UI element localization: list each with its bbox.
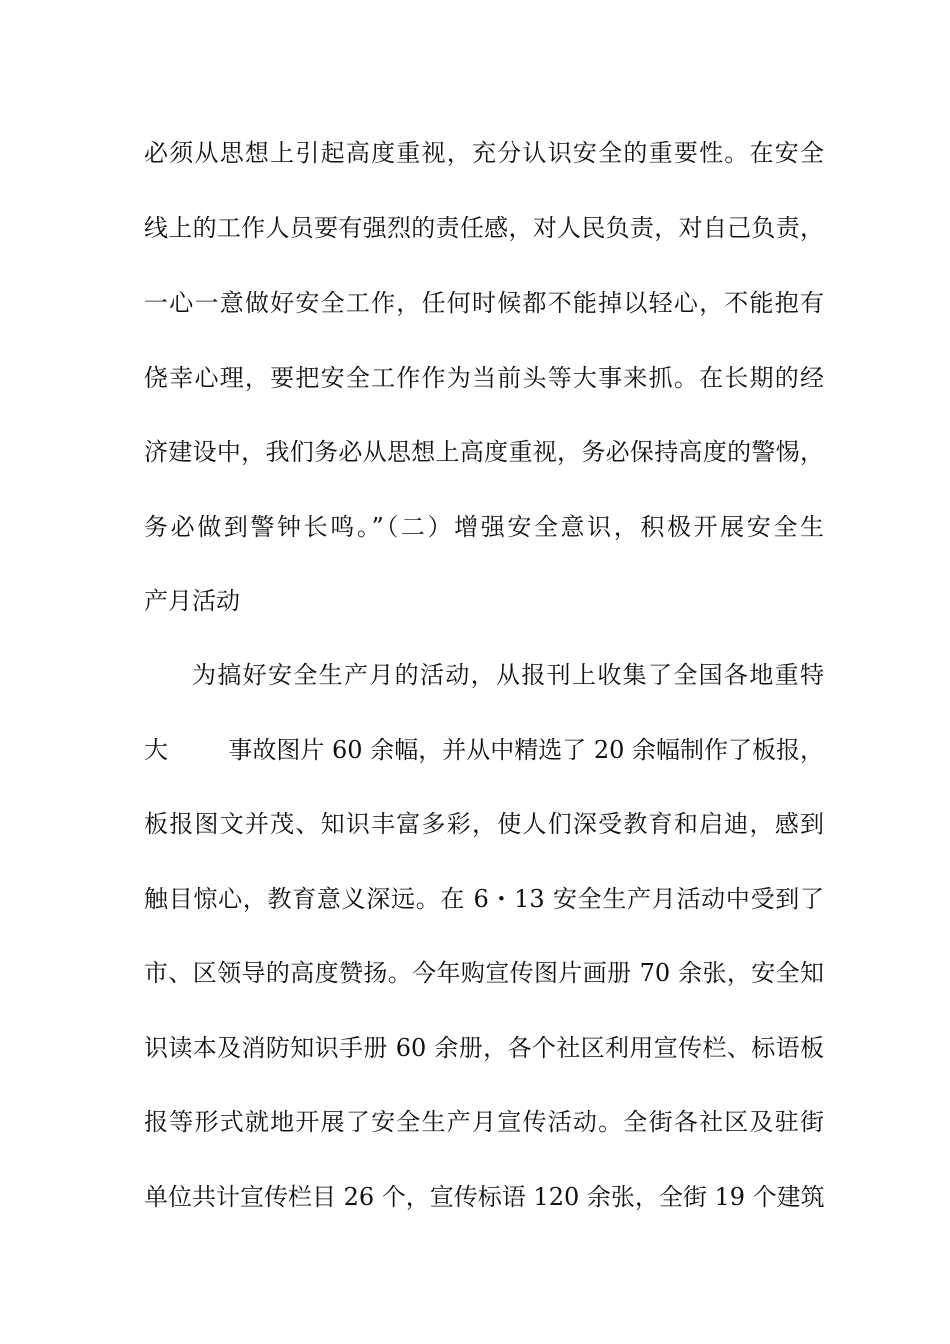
text-line: 板报图文并茂、知识丰富多彩，使人们深受教育和启迪，感到 — [144, 810, 824, 838]
text-line: 报等形式就地开展了安全生产月宣传活动。全街各社区及驻街 — [144, 1108, 824, 1136]
text-line: 市、区领导的高度赞扬。今年购宣传图片画册 70 余张，安全知 — [144, 959, 824, 987]
text-line: 产月活动 — [144, 587, 240, 615]
text-fragment: 事故图片 60 余幅，并从中精选了 20 余幅制作了板报， — [228, 736, 824, 764]
text-fragment: 大 — [144, 736, 168, 764]
text-line-indented: 为搞好安全生产月的活动，从报刊上收集了全国各地重特 — [192, 661, 824, 689]
text-line: 单位共计宣传栏目 26 个，宣传标语 120 余张，全街 19 个建筑 — [144, 1183, 825, 1211]
text-line: 线上的工作人员要有强烈的责任感，对人民负责，对自己负责， — [144, 214, 824, 242]
text-line: 济建设中，我们务必从思想上高度重视，务必保持高度的警惕， — [144, 438, 824, 466]
text-line: 侥幸心理，要把安全工作作为当前头等大事来抓。在长期的经 — [144, 364, 824, 392]
text-line: 识读本及消防知识手册 60 余册，各个社区利用宣传栏、标语板 — [144, 1034, 824, 1062]
text-line-split — [144, 730, 824, 770]
text-line: 一心一意做好安全工作，任何时候都不能掉以轻心，不能抱有 — [144, 289, 824, 317]
text-line: 触目惊心，教育意义深远。在 6・13 安全生产月活动中受到了 — [144, 885, 824, 913]
text-line: 必须从思想上引起高度重视，充分认识安全的重要性。在安全 — [144, 139, 824, 167]
text-line: 务必做到警钟长鸣。”（二）增强安全意识，积极开展安全生 — [144, 513, 824, 541]
